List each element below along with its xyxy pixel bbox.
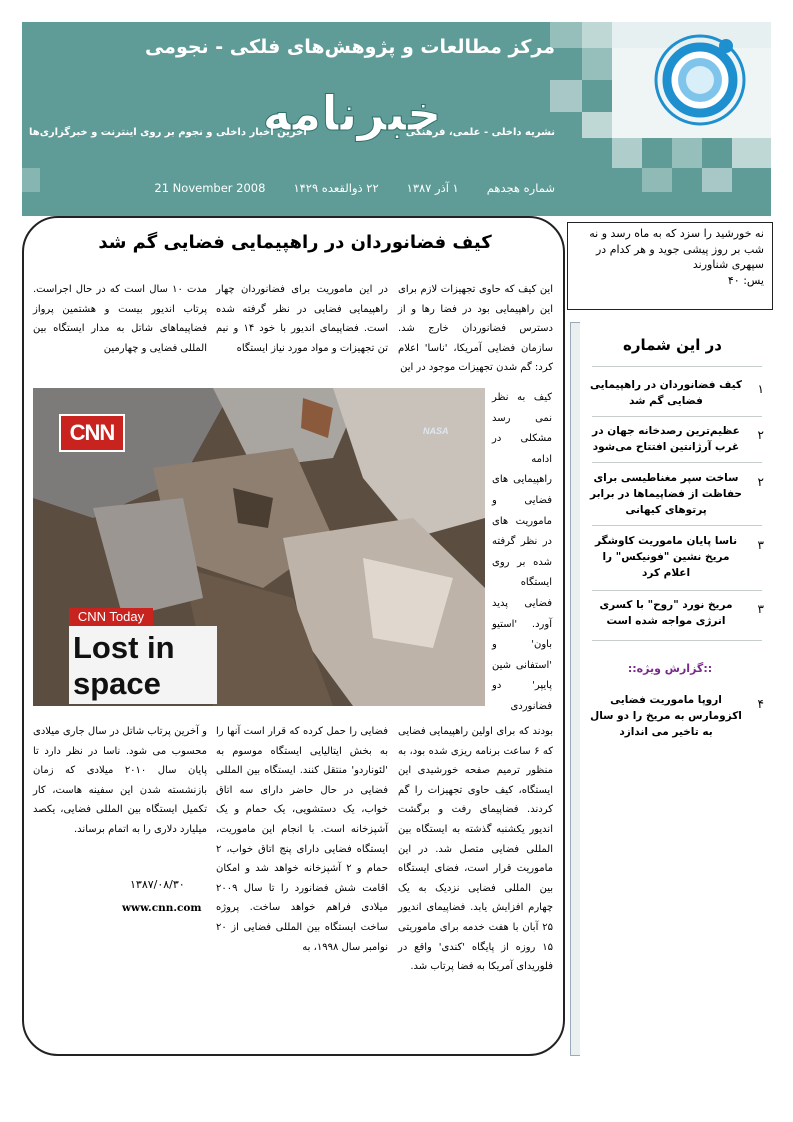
- date-hijri: ۲۲ ذوالقعده ۱۴۲۹: [293, 181, 379, 195]
- toc-divider: [592, 462, 762, 463]
- cnn-logo: CNN: [59, 414, 125, 452]
- article-column: [33, 722, 207, 862]
- tile-decoration: [732, 138, 771, 168]
- article-paragraph: و آخرین پرتاب شاتل در سال جاری میلادی محسوب می شود. ناسا در نظر دارد تا پایان سال ۲۰۱۰ میلادی که زمان بازنشسته شدن این سفینه هاست، کار تکمیل ایستگاه بین المللی فضایی، یکصد میلیارد دلاری را به اتمام برساند.: [33, 726, 207, 835]
- toc-item[interactable]: [580, 423, 770, 455]
- tile-decoration: [702, 168, 732, 192]
- newsletter-subtitle: [29, 127, 555, 138]
- logotype-text: خبرنامه: [262, 86, 442, 142]
- article-date: ۱۳۸۷/۰۸/۳۰: [130, 878, 185, 891]
- special-report-label: ::گزارش ویژه::: [627, 662, 713, 675]
- toc-divider: [592, 416, 762, 417]
- tile-decoration: [582, 112, 612, 138]
- tile-decoration: [582, 48, 612, 80]
- issue-info: [154, 181, 555, 195]
- toc-item-label: اروپا ماموریت فضایی اکزومارس به مریخ را دو سال به تاخیر می اندازد: [590, 694, 742, 738]
- toc-page-number: ۲: [757, 428, 764, 442]
- toc-title: در این شماره: [623, 336, 722, 354]
- toc-item-label: مریخ نورد "روح" با کسری انرژی مواجه شده است: [599, 599, 733, 627]
- article-column-narrow: [492, 388, 552, 718]
- article-paragraph: کیف به نظر نمی رسد مشکلی در ادامه راهپیمایی های فضایی و ماموریت های در نظر گرفته شده بر روی ایستگاه فضایی پدید آورد. 'استیو باون' و 'استفانی شین پایپر' دو فضانوردی: [492, 392, 552, 712]
- toc-page-number: ۳: [757, 538, 764, 552]
- tile-decoration: [612, 138, 642, 168]
- article-photo: [33, 388, 485, 706]
- photo-caption-line: space: [73, 666, 161, 701]
- subtitle-description: آخرین اخبار داخلی و نجوم بر روی اینترنت و خبرگزاری‌ها: [29, 127, 307, 138]
- cnn-today-badge: CNN Today: [69, 608, 153, 626]
- toc-page-number: ۴: [757, 697, 764, 711]
- toc-item[interactable]: [580, 597, 770, 629]
- article-column: [398, 280, 553, 390]
- quote-reference: یس: ۴۰: [727, 273, 764, 287]
- toc-page-number: ۲: [757, 475, 764, 489]
- article-paragraph: بودند که برای اولین راهپیمایی فضایی که ۶ ساعت برنامه ریزی شده بود، به منظور ترمیم صفحه خورشیدی این ایستگاه، کیف حاوی تجهیزات را گم کردند. فضاپیمای رفت و برگشت اندیور یکشنبه گذشته به ایستگاه بین المللی فضایی متصل شد. در این ماموریت قرار است، فضای ایستگاه بین المللی فضایی نزدیک به یک چهارم افزایش یابد. فضاپیمای اندیور ۲۵ آبان با هفت خدمه برای ماموریتی ۱۵ روزه از پایگاه 'کندی' واقع در فلوریدای آمریکا به فضا پرتاب شد.: [398, 726, 553, 973]
- toc-page-number: ۳: [757, 602, 764, 616]
- tile-decoration: [550, 80, 582, 112]
- date-gregorian: 21 November 2008: [154, 181, 266, 195]
- tile-decoration: [672, 138, 702, 168]
- article-paragraph: مدت ۱۰ سال است که در حال اجراست. پرتاب اندیور بیست و هشتمین پرواز فضاپیماهای شاتل به مدار ایستگاه بین المللی فضایی و چهارمین: [33, 284, 207, 354]
- article-column: [216, 280, 388, 390]
- article-paragraph: در این ماموریت برای فضانوردان چهار راهپیمایی فضایی در نظر گرفته شده است. فضاپیمای اندیور با خود ۱۴ و نیم تن تجهیزات و مواد مورد نیاز ایستگاه: [216, 284, 388, 354]
- tile-decoration: [642, 168, 672, 192]
- quran-quote-box: [567, 222, 773, 310]
- toc-divider: [592, 590, 762, 591]
- toc-item[interactable]: [580, 377, 770, 409]
- nasa-watermark: NASA: [423, 426, 449, 436]
- article-column: [216, 722, 388, 1017]
- article-column: [33, 280, 207, 390]
- toc-divider: [592, 525, 762, 526]
- photo-caption-box: [69, 626, 217, 704]
- organization-title: مرکز مطالعات و پژوهش‌های فلکی - نجومی: [144, 36, 555, 58]
- tile-decoration: [582, 22, 612, 48]
- quote-text: نه خورشید را سزد که به ماه رسد و نه شب بر روز پیشی جوید و هر کدام در سپهری شناورند: [589, 227, 764, 271]
- toc-item-special-report[interactable]: [580, 692, 770, 740]
- article-paragraph: این کیف که حاوی تجهیزات لازم برای این راهپیمایی بود در فضا رها و از دسترس فضانوردان خارج شد. سازمان فضایی آمریکا، 'ناسا' اعلام کرد: گم شدن تجهیزات موجود در این: [398, 284, 553, 374]
- toc-item[interactable]: [580, 533, 770, 581]
- toc-item-label: عظیم‌ترین رصدخانه جهان در غرب آرژانتین افتتاح می‌شود: [592, 425, 740, 453]
- tile-decoration: [22, 168, 40, 192]
- issue-number: شماره هجدهم: [486, 181, 555, 195]
- orbit-logo-icon: [650, 28, 750, 128]
- article-headline: کیف فضانوردان در راهپیمایی فضایی گم شد: [98, 232, 492, 253]
- toc-item-label: ساخت سپر مغناطیسی برای حفاظت از فضاپیماها در برابر پرتوهای کیهانی: [590, 472, 742, 516]
- toc-divider: [592, 640, 762, 641]
- article-source-link[interactable]: www.cnn.com: [122, 902, 202, 914]
- article-paragraph: فضایی را حمل کرده که قرار است آنها را به بخش ایتالیایی ایستگاه موسوم به 'لئوناردو' منتقل کنند. ایستگاه بین المللی فضایی در حال حاضر دارای سه اتاق خواب، یک دستشویی، یک حمام و یک آشپزخانه است. با انجام این ماموریت، ایستگاه فضایی دارای پنج اتاق خواب، ۲ حمام و ۲ آشپزخانه خواهد شد و امکان اقامت شش فضانورد را تا سال ۲۰۰۹ میلادی فراهم خواهد ساخت. پروژه ساخت ایستگاه بین المللی فضایی از ۲۰ نوامبر سال ۱۹۹۸، به: [216, 726, 388, 953]
- photo-caption-line: Lost in: [73, 630, 175, 665]
- toc-divider: [592, 366, 762, 367]
- toc-page-number: ۱: [757, 382, 764, 396]
- article-column: [398, 722, 553, 1042]
- toc-item-label: ناسا پایان ماموریت کاوشگر مریخ نشین "فونیکس" را اعلام کرد: [594, 535, 738, 579]
- subtitle-type: نشریه داخلی - علمی، فرهنگی: [405, 127, 555, 138]
- toc-item[interactable]: [580, 470, 770, 518]
- date-persian: ۱ آذر ۱۳۸۷: [406, 181, 459, 195]
- toc-item-label: کیف فضانوردان در راهپیمایی فضایی گم شد: [589, 379, 743, 407]
